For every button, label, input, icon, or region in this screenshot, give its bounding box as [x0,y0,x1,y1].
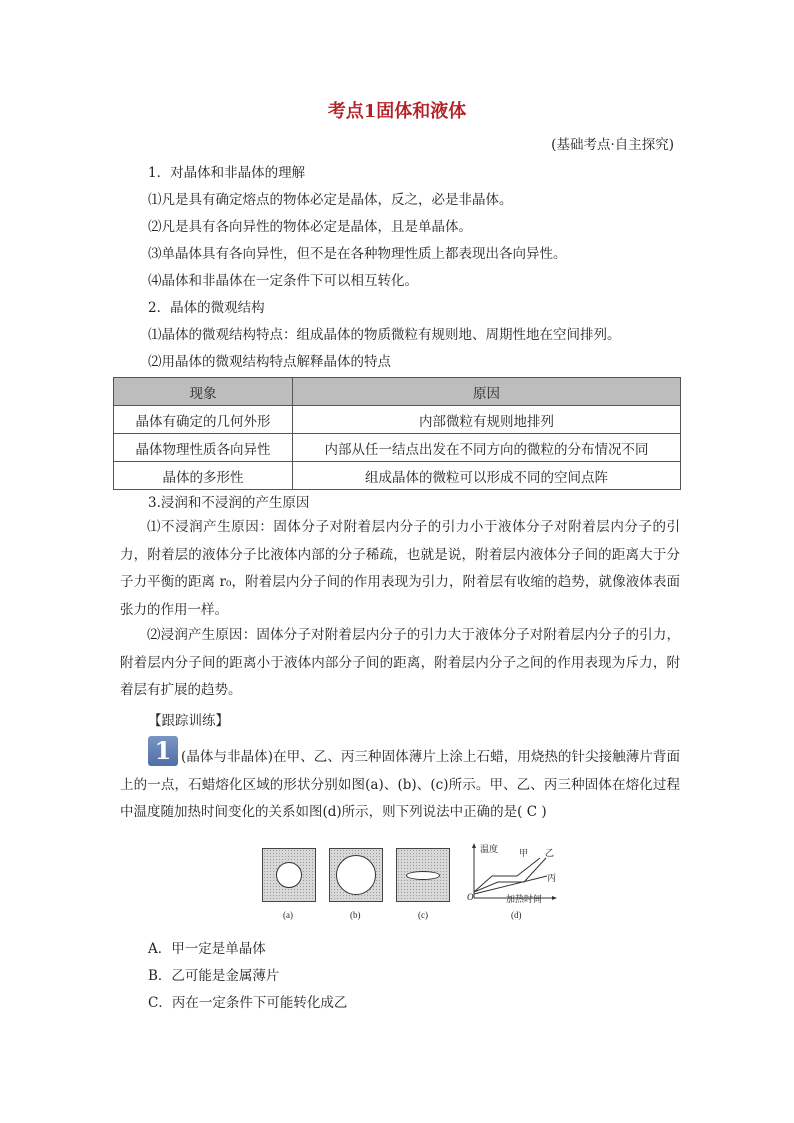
option-a: A．甲一定是单晶体 [148,941,266,957]
question-text: (晶体与非晶体)在甲、乙、丙三种固体薄片上涂上石蜡，用烧热的针尖接触薄片背面上的一点，石蜡熔化区域的形状分别如图(a)、(b)、(c)所示。甲、乙、丙三种固体在熔化过程中温度随加热时间变化的关系如图(d)所示，则下列说法中正确的是( C ) [120,749,680,820]
figure-b [329,848,383,902]
table-row [114,462,681,490]
graph-y-arrow [472,843,476,848]
s1-item: ⑷晶体和非晶体在一定条件下可以相互转化。 [148,273,418,289]
figure-caption: (c) [418,910,428,920]
graph-origin: O [467,892,474,902]
table-header: 原因 [293,378,681,406]
table-cell: 晶体物理性质各向异性 [114,434,293,462]
s2-heading: 2．晶体的微观结构 [148,300,265,316]
table-header-row [114,378,681,406]
s3-paragraph-1: ⑴不浸润产生原因：固体分子对附着层内分子的引力小于液体分子对附着层内分子的引力，附着层的液体分子比液体内部的分子稀疏，也就是说，附着层内液体分子间的距离大于分子力平衡的距离 r₀，附着层内分子间的作用表现为引力，附着层有收缩的趋势，就像液体表面张力的作用一样。 [120,519,680,618]
table-cell: 晶体的多形性 [114,462,293,490]
figure-group [262,840,562,925]
melt-circle-small [276,862,302,888]
melt-circle-large [336,855,376,895]
option-c: C．丙在一定条件下可能转化成乙 [148,995,348,1011]
melt-ellipse [406,871,440,880]
s1-item: ⑵凡是具有各向异性的物体必定是晶体，且是单晶体。 [148,219,472,235]
curve-yi [474,858,546,892]
graph-ylabel: 温度 [480,844,499,854]
practice-heading: 【跟踪训练】 [148,713,229,729]
figure-caption: (d) [511,910,522,920]
s3-heading: 3.浸润和不浸润的产生原因 [148,495,310,511]
table-cell: 组成晶体的微粒可以形成不同的空间点阵 [293,462,681,490]
series-label-jia: 甲 [519,848,529,858]
s3-paragraph-2: ⑵浸润产生原因：固体分子对附着层内分子的引力大于液体分子对附着层内分子的引力，附着层内分子间的距离小于液体内部分子间的距离，附着层内分子之间的作用表现为斥力，附着层有扩展的趋势。 [120,627,680,698]
table-cell: 内部从任一结点出发在不同方向的微粒的分布情况不同 [293,434,681,462]
s2-item: ⑵用晶体的微观结构特点解释晶体的特点 [148,354,391,370]
figure-caption: (a) [283,910,293,920]
table-header: 现象 [114,378,293,406]
section-tag: (基础考点·自主探究) [551,137,674,153]
s1-item: ⑶单晶体具有各向异性，但不是在各种物理性质上都表现出各向异性。 [148,246,567,262]
table-cell: 晶体有确定的几何外形 [114,406,293,434]
figure-a [262,848,316,902]
section-title: 考点1固体和液体 [327,101,467,122]
table-cell: 内部微粒有规则地排列 [293,406,681,434]
s1-heading: 1．对晶体和非晶体的理解 [148,165,306,181]
question-number-badge: 1 [148,736,178,766]
graph-x-arrow [552,896,557,900]
s2-item: ⑴晶体的微观结构特点：组成晶体的物质微粒有规则地、周期性地在空间排列。 [148,327,621,343]
series-label-bing: 丙 [547,873,557,883]
table-row [114,434,681,462]
figure-c [396,848,450,902]
option-b: B．乙可能是金属薄片 [148,968,280,984]
graph-xlabel: 加热时间 [506,894,543,904]
s1-item: ⑴凡是具有确定熔点的物体必定是晶体，反之，必是非晶体。 [148,192,513,208]
series-label-yi: 乙 [545,848,555,858]
table-row [114,406,681,434]
figure-caption: (b) [350,910,361,920]
crystal-table [113,377,681,490]
